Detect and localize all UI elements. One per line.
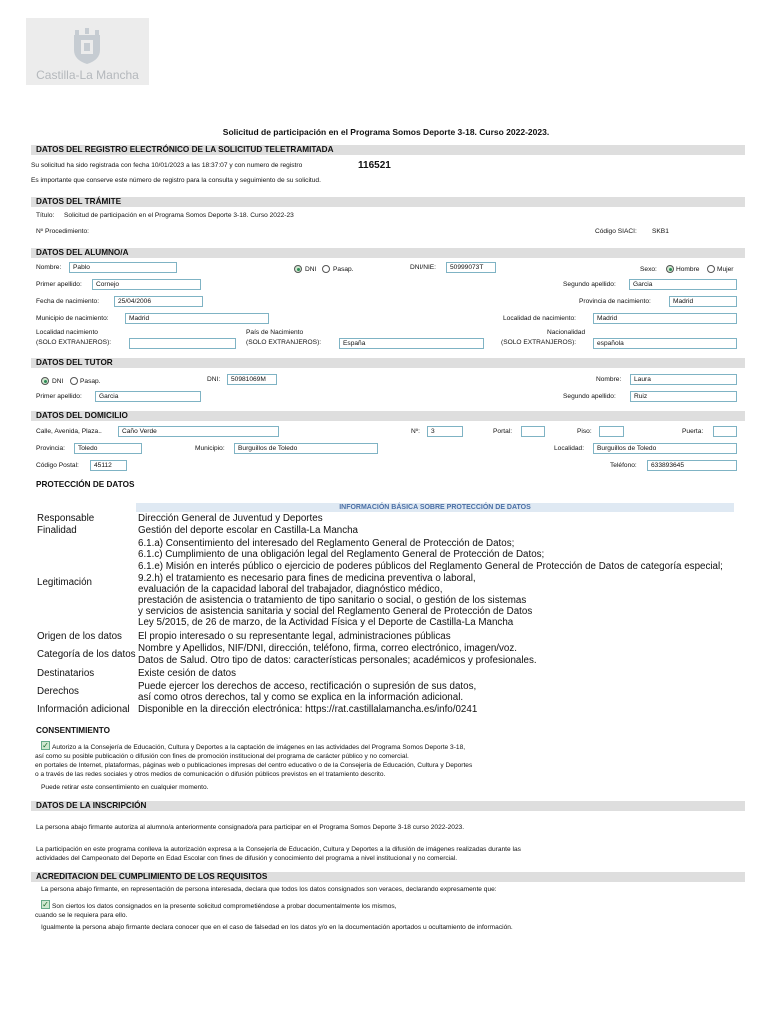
proteccion-table-head: INFORMACIÓN BÁSICA SOBRE PROTECCIÓN DE DATOS	[136, 503, 734, 512]
consent-line: así como su posible publicación o difusión con fines de promoción institucional del programa de carácter público y no comercial.	[35, 753, 409, 760]
inscripcion-p2a: La participación en este programa conlleva la autorización expresa a la Consejería de Educación, Cultura y Deportes a la difusión de imágenes realizadas durante las	[36, 846, 521, 853]
locnac-field[interactable]: Madrid	[593, 313, 737, 324]
piso-label: Piso:	[577, 428, 592, 435]
fnac-field[interactable]: 25/04/2006	[114, 296, 203, 307]
provnac-label: Provincia de nacimiento:	[579, 298, 651, 305]
destinatarios-key: Destinatarios	[37, 668, 95, 679]
portal-label: Portal:	[493, 428, 513, 435]
consent-retirar: Puede retirar este consentimiento en cualquier momento.	[41, 784, 209, 791]
consent-line: Autorizo a la Consejería de Educación, Cultura y Deportes a la captación de imágenes en las actividades del Programa Somos Deporte 3-18,	[52, 744, 466, 751]
inscripcion-p2b: actividades del Campeonato del Deporte en Edad Escolar con fines de difusión y conocimiento del programa a nivel institucional y no comercial.	[36, 855, 458, 862]
adicional-value: Disponible en la dirección electrónica: https://rat.castillalamancha.es/info/0241	[138, 704, 478, 715]
tutor-nombre-field[interactable]: Laura	[630, 374, 737, 385]
cp-field[interactable]: 45112	[90, 460, 127, 471]
alumno-ap1-field[interactable]: Cornejo	[92, 279, 201, 290]
locext-field[interactable]	[129, 338, 236, 349]
acreditacion-final: Igualmente la persona abajo firmante declara conocer que en el caso de falsedad en los datos y/o en la documentación aportados u ocultamiento de información.	[41, 924, 513, 931]
legitimacion-line: evaluación de la capacidad laboral del trabajador, diagnóstico médico,	[138, 584, 443, 595]
nac-label2: (SOLO EXTRANJEROS):	[501, 339, 577, 346]
categoria-value-2: Datos de Salud. Otro tipo de datos: características personales; académicos y profesionales.	[138, 655, 537, 666]
fnac-label: Fecha de nacimiento:	[36, 298, 100, 305]
calle-label: Calle, Avenida, Plaza..	[36, 428, 102, 435]
acreditacion-intro: La persona abajo firmante, en representación de persona interesada, declara que todos los datos consignados son veraces, declarando expresamente que:	[41, 886, 497, 893]
provnac-field[interactable]: Madrid	[669, 296, 737, 307]
consent-line: o a través de las redes sociales y otros medios de comunicación o difusión públicos previstos en el tratamiento descrito.	[35, 771, 386, 778]
tutor-pasap-radio[interactable]	[70, 377, 78, 385]
loc-field[interactable]: Burguillos de Toledo	[593, 443, 737, 454]
categoria-key: Categoría de los datos	[37, 649, 136, 660]
siaci-value: SKB1	[652, 228, 669, 235]
inscripcion-p1: La persona abajo firmante autoriza al alumno/a anteriormente consignado/a para participar en el Programa Somos Deporte 3-18 curso 2022-2023.	[36, 824, 465, 831]
section-consentimiento: CONSENTIMIENTO	[31, 726, 745, 736]
tutor-dni-radio[interactable]	[41, 377, 49, 385]
procedimiento-label: Nº Procedimiento:	[36, 228, 89, 235]
hombre-radio[interactable]	[666, 265, 674, 273]
legitimacion-line: 9.2.h) el tratamiento es necesario para fines de medicina preventiva o laboral,	[138, 573, 476, 584]
puerta-field[interactable]	[713, 426, 737, 437]
alumno-dni-radio[interactable]	[294, 265, 302, 273]
categoria-value-1: Nombre y Apellidos, NIF/DNI, dirección, teléfono, firma, correo electrónico, imagen/voz.	[138, 643, 517, 654]
finalidad-key: Finalidad	[37, 525, 77, 536]
tutor-dni-field[interactable]: 50981069M	[227, 374, 277, 385]
locext-label1: Localidad nacimiento	[36, 329, 98, 336]
registro-line1: Su solicitud ha sido registrada con fecha 10/01/2023 a las 18:37:07 y con numero de registro	[31, 162, 303, 169]
num-label: Nº:	[411, 428, 421, 435]
calle-field[interactable]: Caño Verde	[118, 426, 279, 437]
alumno-dni-radio-label: DNI	[305, 266, 317, 273]
tutor-nombre-label: Nombre:	[596, 376, 622, 383]
piso-field[interactable]	[599, 426, 624, 437]
derechos-value-1: Puede ejercer los derechos de acceso, rectificación o supresión de sus datos,	[138, 681, 477, 692]
mun-label: Municipio:	[195, 445, 225, 452]
nac-field[interactable]: española	[593, 338, 737, 349]
hombre-label: Hombre	[676, 266, 700, 273]
consent-line: en portales de Internet, plataformas, páginas web o publicaciones impresas del centro educativo o de la Consejería de Educación, Cultura y Deportes	[35, 762, 473, 769]
alumno-ap1-label: Primer apellido:	[36, 281, 82, 288]
pais-label1: País de Nacimiento	[246, 329, 304, 336]
prov-label: Provincia:	[36, 445, 65, 452]
puerta-label: Puerta:	[682, 428, 704, 435]
legitimacion-line: prestación de asistencia o tratamiento de tipo sanitario o social, o gestión de los sistemas	[138, 595, 527, 606]
finalidad-value: Gestión del deporte escolar en Castilla-La Mancha	[138, 525, 359, 536]
section-proteccion: PROTECCIÓN DE DATOS	[31, 480, 745, 490]
mun-field[interactable]: Burguillos de Toledo	[234, 443, 378, 454]
alumno-pasap-radio[interactable]	[322, 265, 330, 273]
destinatarios-value: Existe cesión de datos	[138, 668, 237, 679]
legitimacion-key: Legitimación	[37, 577, 93, 588]
section-domicilio: DATOS DEL DOMICILIO	[31, 411, 745, 421]
section-alumno: DATOS DEL ALUMNO/A	[31, 248, 745, 258]
alumno-nombre-label: Nombre:	[36, 264, 62, 271]
coat-of-arms-icon	[70, 26, 104, 66]
alumno-nombre-field[interactable]: Pablo	[69, 262, 177, 273]
titulo-value: Solicitud de participación en el Programa Somos Deporte 3-18. Curso 2022-23	[64, 212, 294, 219]
veracidad-checkbox[interactable]: ✓	[42, 900, 49, 909]
logo-text: Castilla-La Mancha	[36, 68, 139, 82]
munnac-label: Municipio de nacimiento:	[36, 315, 109, 322]
section-inscripcion: DATOS DE LA INSCRIPCIÓN	[31, 801, 745, 811]
tutor-pasap-radio-label: Pasap.	[80, 378, 101, 385]
tutor-dni-label: DNI:	[207, 376, 221, 383]
alumno-ap2-field[interactable]: Garcia	[629, 279, 737, 290]
alumno-ap2-label: Segundo apellido:	[563, 281, 616, 288]
alumno-pasap-radio-label: Pasap.	[333, 266, 354, 273]
nac-label1: Nacionalidad	[547, 329, 586, 336]
loc-label: Localidad:	[554, 445, 585, 452]
tel-label: Teléfono:	[610, 462, 637, 469]
prov-field[interactable]: Toledo	[74, 443, 142, 454]
legitimacion-line: 6.1.c) Cumplimiento de una obligación legal del Reglamento General de Protección de Datos;	[138, 549, 545, 560]
sexo-label: Sexo:	[640, 266, 657, 273]
section-acreditacion: ACREDITACION DEL CUMPLIMIENTO DE LOS REQUISITOS	[31, 872, 745, 882]
section-registro: DATOS DEL REGISTRO ELECTRÓNICO DE LA SOLICITUD TELETRAMITADA	[31, 145, 745, 155]
tutor-dni-radio-label: DNI	[52, 378, 64, 385]
section-tramite: DATOS DEL TRÁMITE	[31, 197, 745, 207]
locnac-label: Localidad de nacimiento:	[503, 315, 576, 322]
consent-checkbox[interactable]: ✓	[42, 741, 49, 750]
page-title: Solicitud de participación en el Programa Somos Deporte 3-18. Curso 2022-2023.	[222, 127, 550, 137]
derechos-value-2: así como otros derechos, tal y como se explica en la información adicional.	[138, 692, 464, 703]
alumno-dninie-label: DNI/NIE:	[410, 264, 437, 271]
cp-label: Código Postal:	[36, 462, 79, 469]
tutor-ap1-label: Primer apellido:	[36, 393, 82, 400]
titulo-label: Título:	[36, 212, 55, 219]
section-tutor: DATOS DEL TUTOR	[31, 358, 745, 368]
derechos-key: Derechos	[37, 686, 79, 697]
responsable-value: Dirección General de Juventud y Deportes	[138, 513, 323, 524]
tel-field[interactable]: 633893645	[647, 460, 737, 471]
legitimacion-line: 6.1.e) Misión en interés público o ejercicio de poderes públicos del Reglamento General de Protección de Datos de categoría especial;	[138, 561, 723, 572]
tutor-ap2-field[interactable]: Ruiz	[630, 391, 737, 402]
num-field[interactable]: 3	[427, 426, 463, 437]
munnac-field[interactable]: Madrid	[125, 313, 269, 324]
legitimacion-line: 6.1.a) Consentimiento del interesado del Reglamento General de Protección de Datos;	[138, 538, 515, 549]
locext-label2: (SOLO EXTRANJEROS):	[36, 339, 112, 346]
tutor-ap2-label: Segundo apellido:	[563, 393, 616, 400]
alumno-dninie-field[interactable]: 50999073T	[446, 262, 496, 273]
registro-line2: Es importante que conserve este número de registro para la consulta y seguimiento de su solicitud.	[31, 177, 321, 184]
portal-field[interactable]	[521, 426, 545, 437]
pais-field[interactable]: España	[339, 338, 484, 349]
mujer-radio[interactable]	[707, 265, 715, 273]
castilla-la-mancha-logo	[26, 18, 149, 85]
siaci-label: Código SIACI:	[595, 228, 637, 235]
tutor-ap1-field[interactable]: Garcia	[95, 391, 201, 402]
acreditacion-check1b: cuando se le requiera para ello.	[35, 912, 128, 919]
legitimacion-line: y servicios de asistencia sanitaria y social del Reglamento General de Protección de Datos	[138, 606, 533, 617]
pais-label2: (SOLO EXTRANJEROS):	[246, 339, 322, 346]
legitimacion-line: Ley 5/2015, de 26 de marzo, de la Actividad Física y el Deporte de Castilla-La Mancha	[138, 617, 514, 628]
acreditacion-check1: Son ciertos los datos consignados en la presente solicitud comprometiéndose a probar documentalmente los mismos,	[52, 903, 397, 910]
origen-key: Origen de los datos	[37, 631, 122, 642]
registro-number: 116521	[358, 160, 391, 171]
responsable-key: Responsable	[37, 513, 95, 524]
origen-value: El propio interesado o su representante legal, administraciones públicas	[138, 631, 451, 642]
adicional-key: Información adicional	[37, 704, 130, 715]
mujer-label: Mujer	[717, 266, 734, 273]
